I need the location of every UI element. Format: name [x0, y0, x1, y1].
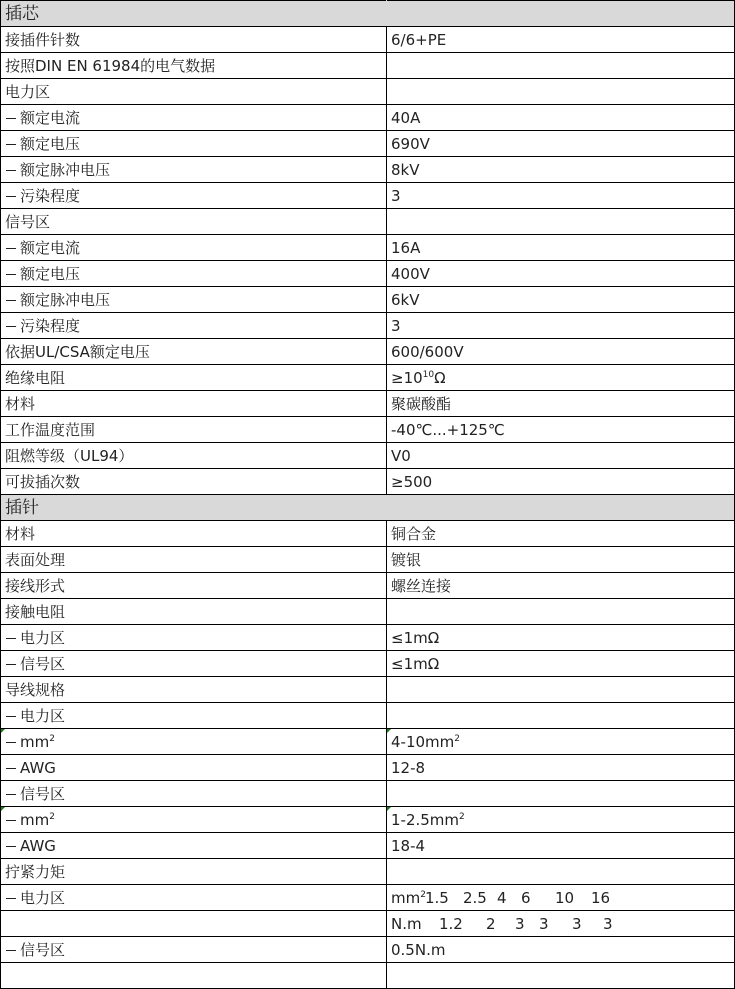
table-row: [1, 859, 735, 885]
row-value: 螺丝连接: [387, 573, 735, 599]
row-value: [387, 677, 735, 703]
table-row: [1, 183, 735, 209]
row-label: 信号区: [1, 209, 387, 235]
row-label: 可拔插次数: [1, 469, 387, 495]
row-value: 4-10mm: [391, 732, 455, 751]
row-label: AWG: [20, 758, 56, 777]
row-label: 电力区: [1, 79, 387, 105]
section-header-insert: [1, 1, 735, 27]
torque-unit: N.m: [391, 914, 422, 933]
row-label: 额定电流: [20, 108, 81, 127]
table-row: [1, 469, 735, 495]
table-row: [1, 339, 735, 365]
dash-icon: [6, 170, 16, 171]
dash-icon: [6, 846, 16, 847]
torque-value: 2.5: [463, 888, 487, 907]
section-title: 插针: [1, 495, 387, 521]
row-label: 额定电压: [20, 134, 81, 153]
table-row: [1, 833, 735, 859]
row-value: 0.5N.m: [387, 937, 735, 963]
table-row: [1, 131, 735, 157]
row-value: [387, 859, 735, 885]
table-row: [1, 261, 735, 287]
dash-icon: [6, 950, 16, 951]
row-value: ≤1mΩ: [387, 651, 735, 677]
row-value: [387, 365, 735, 391]
row-value: 400V: [387, 261, 735, 287]
table-row: [1, 521, 735, 547]
dash-icon: [6, 638, 16, 639]
row-value: 16A: [387, 235, 735, 261]
torque-value: 3: [539, 914, 549, 933]
row-label: 阻燃等级（UL94）: [1, 443, 387, 469]
row-label: 信号区: [20, 784, 66, 803]
torque-unit-exponent: 2: [420, 889, 426, 900]
row-label: 材料: [1, 391, 387, 417]
table-row: [1, 157, 735, 183]
dash-icon: [6, 248, 16, 249]
row-value: 690V: [387, 131, 735, 157]
row-label: 信号区: [20, 654, 66, 673]
comment-marked-cell: [387, 729, 735, 755]
dash-icon: [6, 820, 16, 821]
table-row: [1, 365, 735, 391]
row-value: ≥500: [387, 469, 735, 495]
table-row: [1, 885, 735, 911]
row-label: 额定脉冲电压: [20, 290, 111, 309]
table-row: [1, 781, 735, 807]
row-label: mm: [20, 732, 50, 751]
row-label: 导线规格: [1, 677, 387, 703]
table-row: [1, 209, 735, 235]
value-exponent: 2: [459, 811, 465, 822]
torque-value: 1.5: [425, 888, 449, 907]
row-value: [387, 79, 735, 105]
row-value: 40A: [387, 105, 735, 131]
table-row: [1, 729, 735, 755]
row-value: 12-8: [387, 755, 735, 781]
dash-icon: [6, 742, 16, 743]
table-row: [1, 27, 735, 53]
row-label: [1, 911, 387, 937]
comment-marked-cell: [387, 807, 735, 833]
torque-value: 3: [515, 914, 525, 933]
row-label: 额定脉冲电压: [20, 160, 111, 179]
row-value: 聚碳酸酯: [387, 391, 735, 417]
row-label: 工作温度范围: [1, 417, 387, 443]
dash-icon: [6, 118, 16, 119]
dash-icon: [6, 898, 16, 899]
row-value: 18-4: [387, 833, 735, 859]
row-value: 3: [387, 183, 735, 209]
torque-value: 3: [572, 914, 582, 933]
dash-icon: [6, 144, 16, 145]
torque-value: 2: [486, 914, 496, 933]
row-value: [387, 209, 735, 235]
row-label: 电力区: [20, 888, 66, 907]
table-row: [1, 235, 735, 261]
row-label: AWG: [20, 836, 56, 855]
table-row: [1, 79, 735, 105]
table-row: [1, 443, 735, 469]
row-label: 电力区: [20, 628, 66, 647]
comment-marked-cell: [1, 729, 387, 755]
row-label: 信号区: [20, 940, 66, 959]
dash-icon: [6, 664, 16, 665]
table-row: [1, 625, 735, 651]
row-value: -40℃...+125℃: [387, 417, 735, 443]
table-row: [1, 963, 735, 989]
torque-value: 4: [497, 888, 507, 907]
dash-icon: [6, 196, 16, 197]
dash-icon: [6, 300, 16, 301]
torque-value: 6: [521, 888, 531, 907]
row-value: [387, 703, 735, 729]
table-row: [1, 287, 735, 313]
value-unit: Ω: [434, 368, 446, 387]
row-value: [387, 963, 735, 989]
row-label: 额定电压: [20, 264, 81, 283]
table-row: [1, 703, 735, 729]
torque-value: 16: [591, 888, 611, 907]
row-label: 污染程度: [20, 186, 81, 205]
dash-icon: [6, 326, 16, 327]
row-label: 材料: [1, 521, 387, 547]
row-label: 接插件针数: [1, 27, 387, 53]
row-value: V0: [387, 443, 735, 469]
table-row: [1, 53, 735, 79]
table-row: [1, 755, 735, 781]
row-value: 1-2.5mm: [391, 810, 460, 829]
value-exponent: 10: [422, 369, 435, 380]
row-value: [387, 53, 735, 79]
table-row: [1, 417, 735, 443]
table-row: [1, 573, 735, 599]
table-row: [1, 105, 735, 131]
table-row: [1, 911, 735, 937]
row-label: 按照DIN EN 61984的电气数据: [1, 53, 387, 79]
row-value: 铜合金: [387, 521, 735, 547]
table-row: [1, 807, 735, 833]
dash-icon: [6, 794, 16, 795]
row-value: 3: [387, 313, 735, 339]
torque-cross-section-row: [387, 885, 735, 911]
table-row: [1, 937, 735, 963]
row-value: 6kV: [387, 287, 735, 313]
row-label: 拧紧力矩: [1, 859, 387, 885]
row-value: [387, 781, 735, 807]
dash-icon: [6, 716, 16, 717]
row-label: [1, 963, 387, 989]
comment-marked-cell: [1, 807, 387, 833]
row-label: 接线形式: [1, 573, 387, 599]
section-header-contact: [1, 495, 735, 521]
section-title: 插芯: [1, 1, 387, 27]
label-exponent: 2: [49, 733, 55, 744]
torque-value: 10: [555, 888, 575, 907]
row-label: 接触电阻: [1, 599, 387, 625]
row-value: 600/600V: [387, 339, 735, 365]
row-label: 表面处理: [1, 547, 387, 573]
table-row: [1, 651, 735, 677]
torque-value-row: [387, 911, 735, 937]
row-value: 镀银: [387, 547, 735, 573]
table-row: [1, 313, 735, 339]
row-value: [387, 599, 735, 625]
row-label: mm: [20, 810, 50, 829]
row-label: 额定电流: [20, 238, 81, 257]
table-row: [1, 547, 735, 573]
torque-value: 3: [603, 914, 613, 933]
torque-value: 1.2: [439, 914, 463, 933]
row-label: 电力区: [20, 706, 66, 725]
row-label: 污染程度: [20, 316, 81, 335]
value-exponent: 2: [454, 733, 461, 744]
row-value: ≤1mΩ: [387, 625, 735, 651]
torque-unit: mm: [391, 888, 421, 907]
dash-icon: [6, 274, 16, 275]
row-value: 6/6+PE: [387, 27, 735, 53]
table-row: [1, 599, 735, 625]
row-label: 绝缘电阻: [1, 365, 387, 391]
dash-icon: [6, 768, 16, 769]
table-row: [1, 677, 735, 703]
row-value: 8kV: [387, 157, 735, 183]
row-label: 依据UL/CSA额定电压: [1, 339, 387, 365]
value-base: ≥10: [391, 368, 423, 387]
label-exponent: 2: [49, 811, 55, 822]
table-row: [1, 391, 735, 417]
